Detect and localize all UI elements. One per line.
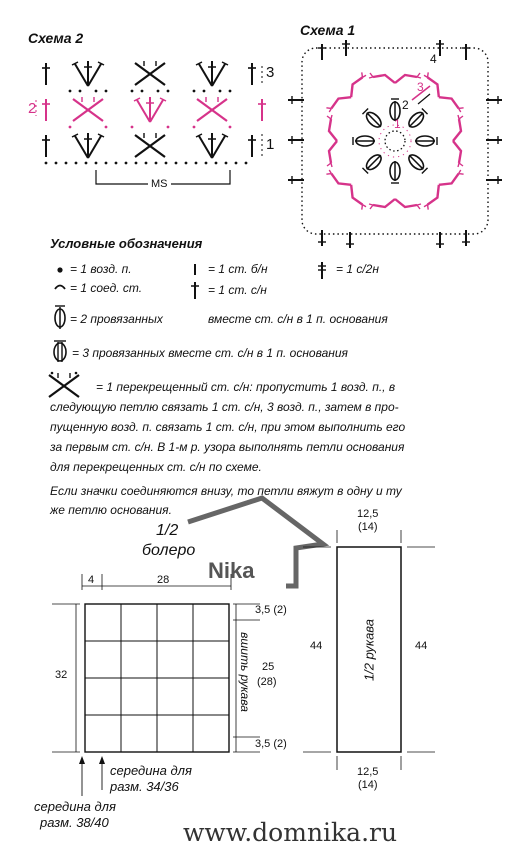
tr-symbol: [318, 262, 326, 279]
schema1-row-4: 4: [430, 52, 437, 66]
dc2tog-symbol: [55, 306, 65, 329]
legend-dc3tog: = 3 провязанных вместе ст. с/н в 1 п. основания: [72, 346, 348, 360]
legend-crossed-line-4: за первым ст. с/н. В 1-м р. узора выполнять петли основания: [50, 440, 405, 454]
schema1-row-1: 1: [394, 117, 401, 131]
sleeve-bottom-dim-alt: (14): [358, 779, 378, 791]
legend-dc2tog-b: вместе ст. с/н в 1 п. основания: [208, 312, 388, 326]
slip-stitch-symbol: [55, 286, 65, 290]
legend-note-line-2: же петлю основания.: [50, 503, 172, 517]
sleeve-top-dim-alt: (14): [358, 521, 378, 533]
legend-tr: = 1 с/2н: [336, 262, 379, 276]
bolero-right-mid-dim: 25: [262, 661, 275, 673]
bolero-width-dim: 28: [157, 574, 170, 586]
repeat-label: MS: [148, 178, 171, 190]
schema1-row-3: 3: [417, 80, 424, 94]
schema1-row-2: 2: [402, 98, 409, 112]
bolero-right-mid-dim-alt: (28): [257, 676, 277, 688]
schema1-motif: [288, 40, 502, 248]
crossed-dc-symbol: [49, 372, 79, 397]
legend-crossed-line-3: пущенную возд. п. связать 1 ст. с/н, при этом выполнить его: [50, 420, 406, 434]
legend-slip-stitch: = 1 соед. ст.: [70, 281, 143, 295]
schema1-title: Схема 1: [300, 22, 356, 38]
bolero-height-dim: 32: [55, 669, 68, 681]
legend-note-line-1: Если значки соединяются внизу, то петли вяжут в одну и ту: [50, 484, 402, 498]
legend-crossed-line-1: = 1 перекрещенный ст. с/н: пропустить 1 возд. п., в: [96, 380, 396, 394]
center-large-label-a: середина для: [34, 799, 116, 814]
sleeve-bottom-dim: 12,5: [357, 766, 379, 778]
sleeve-label: 1/2 рукава: [361, 618, 377, 682]
sleeve-seam-label: вшить рукава: [238, 632, 252, 712]
dc-symbol: [191, 282, 199, 299]
schema2-chart: [36, 61, 266, 184]
nika-logo: Nika: [208, 558, 255, 583]
schema2-title: Схема 2: [28, 30, 84, 46]
center-large-label-b: разм. 38/40: [40, 815, 109, 830]
center-small-label-a: середина для: [110, 763, 192, 778]
bolero-right-bottom-dim: 3,5 (2): [255, 738, 287, 750]
legend-title: Условные обозначения: [50, 236, 203, 251]
sleeve-right-height-dim: 44: [415, 640, 428, 652]
bolero-label: болеро: [142, 542, 196, 559]
chain-symbol: [57, 267, 62, 272]
schema2-row-1: 1: [266, 136, 275, 153]
legend-crossed-line-5: для перекрещенных ст. с/н по схеме.: [50, 460, 262, 474]
legend-crossed-line-2: следующую петлю связать 1 ст. с/н, 3 возд. п., затем в про-: [50, 400, 399, 414]
legend-sc: = 1 ст. б/н: [208, 262, 268, 276]
bolero-label-fraction: 1/2: [156, 522, 179, 539]
bolero-top-left-dim: 4: [88, 574, 95, 586]
site-url: www.domnika.ru: [183, 818, 398, 847]
schema2-row-2: 2: [28, 100, 37, 117]
sleeve-top-dim: 12,5: [357, 508, 379, 520]
legend-dc: = 1 ст. с/н: [208, 283, 267, 297]
sleeve-left-height-dim: 44: [310, 640, 323, 652]
legend-dc2tog-a: = 2 провязанных: [70, 312, 163, 326]
schema2-row-3: 3: [266, 64, 275, 81]
dc3tog-symbol: [54, 341, 66, 362]
center-small-label-b: разм. 34/36: [110, 779, 179, 794]
legend-chain: = 1 возд. п.: [70, 262, 132, 276]
bolero-right-top-dim: 3,5 (2): [255, 604, 287, 616]
